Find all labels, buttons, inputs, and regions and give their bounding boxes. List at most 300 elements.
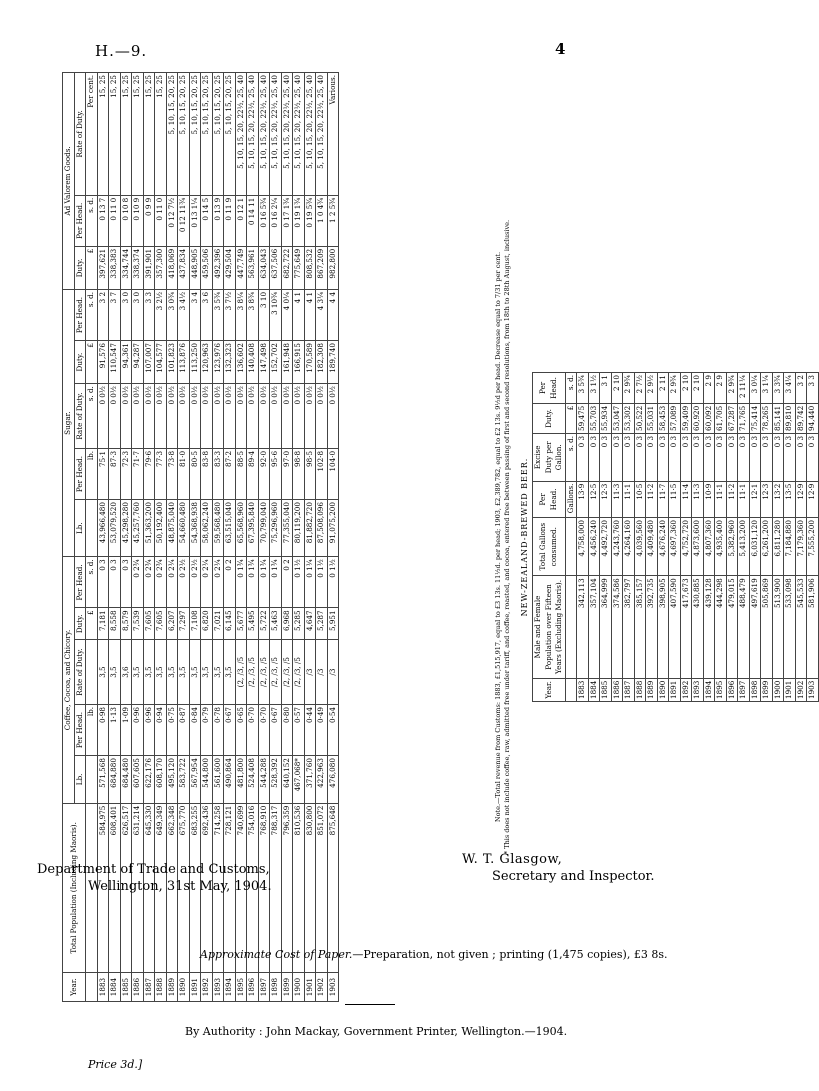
table-cell: 4,752,720 bbox=[680, 518, 692, 576]
col-header: Per Head. bbox=[74, 289, 86, 340]
table-cell: 0 3 bbox=[634, 433, 646, 481]
table-cell: 3 0 bbox=[120, 289, 132, 340]
col-header: Duty. bbox=[74, 608, 86, 640]
table-cell: 662,348 bbox=[166, 803, 178, 972]
table-cell: 0 2¾ bbox=[143, 557, 155, 608]
table-cell: 1883 bbox=[577, 678, 589, 701]
table-cell: 161,948 bbox=[281, 341, 293, 384]
table-row bbox=[657, 373, 669, 702]
table-cell: 0 0½ bbox=[178, 384, 190, 449]
table-cell: 6,145 bbox=[224, 608, 236, 640]
table-cell: 581,906 bbox=[807, 576, 819, 678]
table-cell: 2 11 bbox=[657, 373, 669, 404]
table-cell: 75,414 bbox=[749, 403, 761, 433]
table-cell: 649,349 bbox=[155, 803, 167, 972]
table-cell: 0·75 bbox=[166, 704, 178, 755]
table-cell: 0·54 bbox=[327, 704, 339, 755]
table-cell: 59,409 bbox=[680, 403, 692, 433]
table-cell: 3,5 bbox=[212, 640, 224, 705]
table-cell: 634,043 bbox=[258, 246, 270, 289]
table-cell: 3,5 bbox=[109, 640, 121, 705]
table-cell: 73·8 bbox=[166, 448, 178, 499]
table-cell: 101,823 bbox=[166, 341, 178, 384]
table-cell: 714,258 bbox=[212, 803, 224, 972]
table-cell: 94,361 bbox=[120, 341, 132, 384]
table-cell: 1900 bbox=[772, 678, 784, 701]
unit-cell: s. d. bbox=[86, 289, 98, 340]
table-cell: 110,547 bbox=[109, 341, 121, 384]
table-cell: 120,963 bbox=[201, 341, 213, 384]
table-cell: 65,568,960 bbox=[235, 500, 247, 557]
table-cell: 467,068* bbox=[293, 756, 305, 804]
table-cell: 437,834 bbox=[178, 246, 190, 289]
table-cell: 607,605 bbox=[132, 756, 144, 804]
table-cell: 75,296,960 bbox=[270, 500, 282, 557]
table-cell: 2 9¾ bbox=[623, 373, 635, 404]
table-cell: 3 0 bbox=[132, 289, 144, 340]
table-cell: 45,257,760 bbox=[132, 500, 144, 557]
table-cell: 2 9 bbox=[703, 373, 715, 404]
table-cell: 0 0½ bbox=[132, 384, 144, 449]
table-cell: 810,536 bbox=[293, 803, 305, 972]
table-cell: 0·84 bbox=[189, 704, 201, 755]
table-cell: 0 3 bbox=[109, 557, 121, 608]
table-cell: 77,355,040 bbox=[281, 500, 293, 557]
table-cell: 444,298 bbox=[715, 576, 727, 678]
table-cell: 94,287 bbox=[132, 341, 144, 384]
table-cell: 75·1 bbox=[97, 448, 109, 499]
table-cell: 0 3 bbox=[807, 433, 819, 481]
table-cell: 0 0½ bbox=[270, 384, 282, 449]
table-cell: 3 5¾ bbox=[577, 373, 589, 404]
table-cell: 0 1¾ bbox=[258, 557, 270, 608]
table-row bbox=[304, 73, 316, 1002]
table-cell: 83·3 bbox=[212, 448, 224, 499]
table-cell: 67,287 bbox=[726, 403, 738, 433]
table-cell: 1·13 bbox=[109, 704, 121, 755]
table-cell: 5, 10, 15, 20, 25 bbox=[212, 73, 224, 196]
table-cell: /2, /3, /5 bbox=[293, 640, 305, 705]
col-header: Year. bbox=[63, 973, 86, 1002]
table-cell: 3,5 bbox=[189, 640, 201, 705]
table-cell: 1883 bbox=[97, 973, 109, 1002]
col-header: Rate of Duty. bbox=[74, 384, 86, 449]
table-cell: 1898 bbox=[270, 973, 282, 1002]
table-cell: 563,961 bbox=[247, 246, 259, 289]
department-line: Department of Trade and Customs, bbox=[37, 862, 270, 877]
table-cell: 1884 bbox=[588, 678, 600, 701]
table-cell: /3 bbox=[316, 640, 328, 705]
table-cell: 5, 10, 15, 20, 22½, 25, 40 bbox=[304, 73, 316, 196]
table-cell: 640,152 bbox=[281, 756, 293, 804]
table-cell: 398,905 bbox=[657, 576, 669, 678]
table-cell: 4,456,240 bbox=[588, 518, 600, 576]
col-header: Total Gallons consumed. bbox=[533, 518, 566, 576]
table-cell: 87·3 bbox=[109, 448, 121, 499]
table-row bbox=[738, 373, 750, 702]
unit-cell: s. d. bbox=[86, 384, 98, 449]
table-cell: 0 3 bbox=[784, 433, 796, 481]
table-cell: 1903 bbox=[327, 973, 339, 1002]
table-cell: 1895 bbox=[235, 973, 247, 1002]
table-cell: 1 2 5¾ bbox=[327, 195, 339, 246]
table-cell: 15, 25 bbox=[155, 73, 167, 196]
table-cell: 728,121 bbox=[224, 803, 236, 972]
table-cell: 1884 bbox=[109, 973, 121, 1002]
table-cell: 13·2 bbox=[772, 481, 784, 517]
table-cell: 87,508,096 bbox=[316, 500, 328, 557]
table-cell: 0 16 2¼ bbox=[270, 195, 282, 246]
table-cell: /3 bbox=[304, 640, 316, 705]
table-cell: 7,179,360 bbox=[795, 518, 807, 576]
table-cell: 7,297 bbox=[178, 608, 190, 640]
table-cell: 67,395,840 bbox=[247, 500, 259, 557]
table-cell: 545,533 bbox=[795, 576, 807, 678]
table-cell: 1892 bbox=[201, 973, 213, 1002]
table-cell: 0 13 1¼ bbox=[189, 195, 201, 246]
table-cell: 5, 10, 15, 20, 25 bbox=[224, 73, 236, 196]
col-header: Male and Female Population over Fifteen Years (Excluding Maoris). bbox=[533, 576, 566, 678]
table-cell: 867,209 bbox=[316, 246, 328, 289]
table-cell: 60,092 bbox=[703, 403, 715, 433]
table-row bbox=[807, 373, 819, 702]
table-cell: 1888 bbox=[155, 973, 167, 1002]
unit-cell bbox=[86, 500, 98, 557]
table-cell: 0 0½ bbox=[304, 384, 316, 449]
table-cell: 13·9 bbox=[577, 481, 589, 517]
table-cell: 0·67 bbox=[224, 704, 236, 755]
table-cell: 524,408 bbox=[247, 756, 259, 804]
table-cell: 104,577 bbox=[155, 341, 167, 384]
table-cell: 5, 10, 15, 20, 22½, 25, 40 bbox=[258, 73, 270, 196]
table-cell: 479,015 bbox=[726, 576, 738, 678]
signatory-title: Secretary and Inspector. bbox=[492, 869, 655, 884]
table-cell: 4,807,360 bbox=[703, 518, 715, 576]
table-cell: 0 14 5 bbox=[201, 195, 213, 246]
table-cell: 0·70 bbox=[247, 704, 259, 755]
table-cell: 0·96 bbox=[143, 704, 155, 755]
table-cell: 1889 bbox=[166, 973, 178, 1002]
table-cell: 0 0½ bbox=[166, 384, 178, 449]
table-cell: 505,869 bbox=[761, 576, 773, 678]
table-cell: 5, 10, 15, 20, 22½, 25, 40 bbox=[270, 73, 282, 196]
printer-authority: By Authority : John Mackay, Government Printer, Wellington.—1904. bbox=[185, 1025, 568, 1038]
page-code: H.—9. bbox=[95, 42, 148, 60]
table-cell: 0 2 bbox=[281, 557, 293, 608]
table-row bbox=[588, 373, 600, 702]
table-row bbox=[327, 73, 339, 1002]
table-cell: /2, /3, /5 bbox=[270, 640, 282, 705]
table-cell: 684,480 bbox=[120, 756, 132, 804]
table-cell: 0·78 bbox=[212, 704, 224, 755]
table-cell: 0 0½ bbox=[143, 384, 155, 449]
table-cell: 513,900 bbox=[772, 576, 784, 678]
table-cell: 3,5 bbox=[155, 640, 167, 705]
table-cell: 15, 25 bbox=[143, 73, 155, 196]
table-row bbox=[772, 373, 784, 702]
table-cell: /3 bbox=[327, 640, 339, 705]
table-cell: 584,975 bbox=[97, 803, 109, 972]
table-cell: 5,495 bbox=[247, 608, 259, 640]
table-cell: 182,308 bbox=[316, 341, 328, 384]
table-cell: 6,820 bbox=[201, 608, 213, 640]
table-cell: 1900 bbox=[293, 973, 305, 1002]
table-cell: 796,359 bbox=[281, 803, 293, 972]
table-cell: 0 0½ bbox=[327, 384, 339, 449]
table-cell: 4,873,600 bbox=[692, 518, 704, 576]
table-cell: 481,800 bbox=[235, 756, 247, 804]
table-cell: 3,6 bbox=[120, 640, 132, 705]
table-cell: 95·6 bbox=[270, 448, 282, 499]
beer-table bbox=[532, 372, 819, 702]
table-cell: 53,079,520 bbox=[109, 500, 121, 557]
table-cell: 91,075,200 bbox=[327, 500, 339, 557]
table-cell: 2 11¼ bbox=[738, 373, 750, 404]
table-cell: 50,192,400 bbox=[155, 500, 167, 557]
col-header: Duty. bbox=[74, 341, 86, 384]
table-cell: 1885 bbox=[120, 973, 132, 1002]
table-cell: 3 1 bbox=[600, 373, 612, 404]
unit-cell: lb. bbox=[86, 704, 98, 755]
table-cell: 55,703 bbox=[588, 403, 600, 433]
table-cell: 1893 bbox=[692, 678, 704, 701]
table-cell: 152,702 bbox=[270, 341, 282, 384]
table-cell: /2, /3, /5 bbox=[247, 640, 259, 705]
table-cell: 429,504 bbox=[224, 246, 236, 289]
table-cell: 2 9¾ bbox=[669, 373, 681, 404]
col-header: Lb. bbox=[74, 756, 86, 804]
table-cell: 5,287 bbox=[316, 608, 328, 640]
table-cell: 113,876 bbox=[178, 341, 190, 384]
table-cell: 81,882,720 bbox=[304, 500, 316, 557]
table-cell: 70,799,040 bbox=[258, 500, 270, 557]
table-cell: 94,440 bbox=[807, 403, 819, 433]
table-cell: 3 3¾ bbox=[772, 373, 784, 404]
table-cell: 71·7 bbox=[132, 448, 144, 499]
table-cell: 0 3 bbox=[577, 433, 589, 481]
table-cell: 637,506 bbox=[270, 246, 282, 289]
table-cell: 1896 bbox=[726, 678, 738, 701]
table-cell: 495,120 bbox=[166, 756, 178, 804]
table-cell: 5, 10, 15, 20, 25 bbox=[189, 73, 201, 196]
table-cell: Various. bbox=[327, 73, 339, 196]
table-cell: 0·67 bbox=[270, 704, 282, 755]
table-cell: 1899 bbox=[281, 973, 293, 1002]
table-cell: 57,089 bbox=[669, 403, 681, 433]
table-cell: 48,875,040 bbox=[166, 500, 178, 557]
table-cell: 4 0¼ bbox=[281, 289, 293, 340]
table-cell: 0 1½ bbox=[327, 557, 339, 608]
table-cell: 645,330 bbox=[143, 803, 155, 972]
table-cell: 4,676,240 bbox=[657, 518, 669, 576]
table-cell: 5,463 bbox=[270, 608, 282, 640]
table-cell: (2, /3, /5 bbox=[235, 640, 247, 705]
unit-cell: s. d. bbox=[565, 373, 577, 404]
table-cell: 58,453 bbox=[657, 403, 669, 433]
group-header: Sugar. bbox=[63, 289, 75, 556]
table-cell: 0 0½ bbox=[97, 384, 109, 449]
table-cell: 1901 bbox=[784, 678, 796, 701]
table-cell: 7,555,200 bbox=[807, 518, 819, 576]
table-cell: 1 0 4¾ bbox=[316, 195, 328, 246]
table-cell: 107,007 bbox=[143, 341, 155, 384]
table-cell: 8,558 bbox=[109, 608, 121, 640]
unit-cell: £ bbox=[86, 246, 98, 289]
table-cell: 775,649 bbox=[293, 246, 305, 289]
table-cell: 89,742 bbox=[795, 403, 807, 433]
table-cell: 113,250 bbox=[189, 341, 201, 384]
beer-table-head bbox=[533, 373, 577, 702]
table-cell: 0 3 bbox=[692, 433, 704, 481]
table-cell: 79·6 bbox=[143, 448, 155, 499]
unit-cell: lb. bbox=[86, 448, 98, 499]
table-cell: 561,600 bbox=[212, 756, 224, 804]
table-cell: 0 3 bbox=[795, 433, 807, 481]
table-cell: 6,968 bbox=[281, 608, 293, 640]
table-cell: 0 13 7 bbox=[97, 195, 109, 246]
table-cell: 422,963 bbox=[316, 756, 328, 804]
unit-cell bbox=[565, 678, 577, 701]
table-cell: 3 1½ bbox=[588, 373, 600, 404]
table-cell: 5,677 bbox=[235, 608, 247, 640]
table-cell: 3 4 bbox=[189, 289, 201, 340]
table-cell: 4 3¼ bbox=[316, 289, 328, 340]
table-cell: 12·3 bbox=[761, 481, 773, 517]
table-cell: 11·3 bbox=[692, 481, 704, 517]
table-cell: 2 10 bbox=[692, 373, 704, 404]
table-cell: 357,300 bbox=[155, 246, 167, 289]
table-row bbox=[293, 73, 305, 1002]
table-cell: 0 3 bbox=[97, 557, 109, 608]
table-cell: 4,697,360 bbox=[669, 518, 681, 576]
table-cell: 60,920 bbox=[692, 403, 704, 433]
table-cell: 5, 10, 15, 20, 22½, 25, 40 bbox=[316, 73, 328, 196]
table-cell: 3 10¾ bbox=[270, 289, 282, 340]
table-cell: 851,072 bbox=[316, 803, 328, 972]
table-cell: 0 3 bbox=[772, 433, 784, 481]
table-cell: 3 4½ bbox=[178, 289, 190, 340]
table-cell: 15, 25 bbox=[97, 73, 109, 196]
table-cell: 0 0½ bbox=[120, 384, 132, 449]
table-cell: 0 2½ bbox=[178, 557, 190, 608]
table-cell: 430,885 bbox=[692, 576, 704, 678]
col-header: Duty. bbox=[533, 403, 566, 433]
table-cell: 0 3 bbox=[646, 433, 658, 481]
table-cell: 2 9 bbox=[715, 373, 727, 404]
table-cell: 1894 bbox=[703, 678, 715, 701]
table-cell: 0·94 bbox=[155, 704, 167, 755]
customs-revenue-note: Note.—Total revenue from Customs: 1883, £1,515,917, equal to £3 13s. 11½d. per head; 1903, £2,389,782, equal to £2 13s. 9½d per head. Decrease equal to 7/31 per cent. bbox=[494, 251, 502, 823]
table-cell: 15, 25 bbox=[132, 73, 144, 196]
unit-cell: s. d. bbox=[565, 433, 577, 481]
table-cell: 439,128 bbox=[703, 576, 715, 678]
table-cell: 0 2¾ bbox=[132, 557, 144, 608]
table-cell: 1903 bbox=[807, 678, 819, 701]
col-header: Duty. bbox=[74, 246, 86, 289]
table-cell: 0 0½ bbox=[235, 384, 247, 449]
table-cell: 982,800 bbox=[327, 246, 339, 289]
table-cell: 683,255 bbox=[189, 803, 201, 972]
beer-table-title: NEW-ZEALAND-BREWED BEER. bbox=[520, 457, 529, 617]
table-cell: 3 8¼ bbox=[235, 289, 247, 340]
table-cell: 3 7½ bbox=[224, 289, 236, 340]
table-cell: 0·96 bbox=[132, 704, 144, 755]
unit-cell bbox=[565, 518, 577, 576]
table-cell: 3 10 bbox=[258, 289, 270, 340]
table-cell: 397,621 bbox=[97, 246, 109, 289]
cost-of-paper bbox=[200, 948, 667, 961]
table-cell: 0 1¾ bbox=[247, 557, 259, 608]
table-cell: 0 12 11¾ bbox=[178, 195, 190, 246]
table-cell: 342,113 bbox=[577, 576, 589, 678]
table-cell: 3 2 bbox=[795, 373, 807, 404]
table-cell: 80·5 bbox=[189, 448, 201, 499]
table-cell: 0 0½ bbox=[224, 384, 236, 449]
table-cell: 0 10 8 bbox=[120, 195, 132, 246]
coffee-footnote: * This does not include coffee, raw, admitted free under tariff, and coffee, roasted, and cocoa, entered free between passing of first and second resolutions, from 18th to 28th August, inclusive. bbox=[503, 219, 511, 855]
table-cell: 608,401 bbox=[109, 803, 121, 972]
table-cell: 89,810 bbox=[784, 403, 796, 433]
table-cell: 59,475 bbox=[577, 403, 589, 433]
table-cell: 0·49 bbox=[316, 704, 328, 755]
table-cell: 12·9 bbox=[795, 481, 807, 517]
table-cell: 1886 bbox=[611, 678, 623, 701]
unit-cell bbox=[86, 973, 98, 1002]
table-cell: 682,722 bbox=[281, 246, 293, 289]
table-cell: 15, 25 bbox=[120, 73, 132, 196]
table-cell: 622,176 bbox=[143, 756, 155, 804]
table-cell: 0·65 bbox=[235, 704, 247, 755]
table-row bbox=[634, 373, 646, 702]
table-cell: /2, /3, /5 bbox=[281, 640, 293, 705]
table-cell: 371,760 bbox=[304, 756, 316, 804]
group-header: Ad Valorem Goods. bbox=[63, 73, 75, 290]
table-cell: 5,951 bbox=[327, 608, 339, 640]
table-cell: 4,243,760 bbox=[611, 518, 623, 576]
table-cell: 11·3 bbox=[611, 481, 623, 517]
table-cell: 0 0½ bbox=[316, 384, 328, 449]
table-cell: 7,108 bbox=[189, 608, 201, 640]
table-cell: 1902 bbox=[316, 973, 328, 1002]
table-row bbox=[316, 73, 328, 1002]
table-cell: 7,539 bbox=[132, 608, 144, 640]
table-cell: 0 16 5¾ bbox=[258, 195, 270, 246]
table-cell: 81·0 bbox=[178, 448, 190, 499]
table-cell: 0 3 bbox=[726, 433, 738, 481]
table-cell: 3 8¾ bbox=[247, 289, 259, 340]
unit-cell: s. d. bbox=[86, 557, 98, 608]
table-cell: 147,498 bbox=[258, 341, 270, 384]
table-cell: 528,392 bbox=[270, 756, 282, 804]
table-cell: 3 2½ bbox=[155, 289, 167, 340]
table-cell: 3 4¼ bbox=[784, 373, 796, 404]
table-cell: 583,722 bbox=[178, 756, 190, 804]
table-cell: 45,298,280 bbox=[120, 500, 132, 557]
table-cell: 1887 bbox=[143, 973, 155, 1002]
table-cell: 3,5 bbox=[201, 640, 213, 705]
table-cell: 0·70 bbox=[258, 704, 270, 755]
table-cell: 0 2¾ bbox=[155, 557, 167, 608]
table-cell: 7,605 bbox=[155, 608, 167, 640]
table-cell: 1·09 bbox=[120, 704, 132, 755]
table-cell: 0 1½ bbox=[316, 557, 328, 608]
table-cell: 2 9½ bbox=[646, 373, 658, 404]
table-cell: 5, 10, 15, 20, 22½, 25, 40 bbox=[293, 73, 305, 196]
table-cell: 58,062,240 bbox=[201, 500, 213, 557]
table-cell: 0·57 bbox=[293, 704, 305, 755]
table-cell: 4,492,720 bbox=[600, 518, 612, 576]
col-header: Per Head. bbox=[533, 373, 566, 404]
